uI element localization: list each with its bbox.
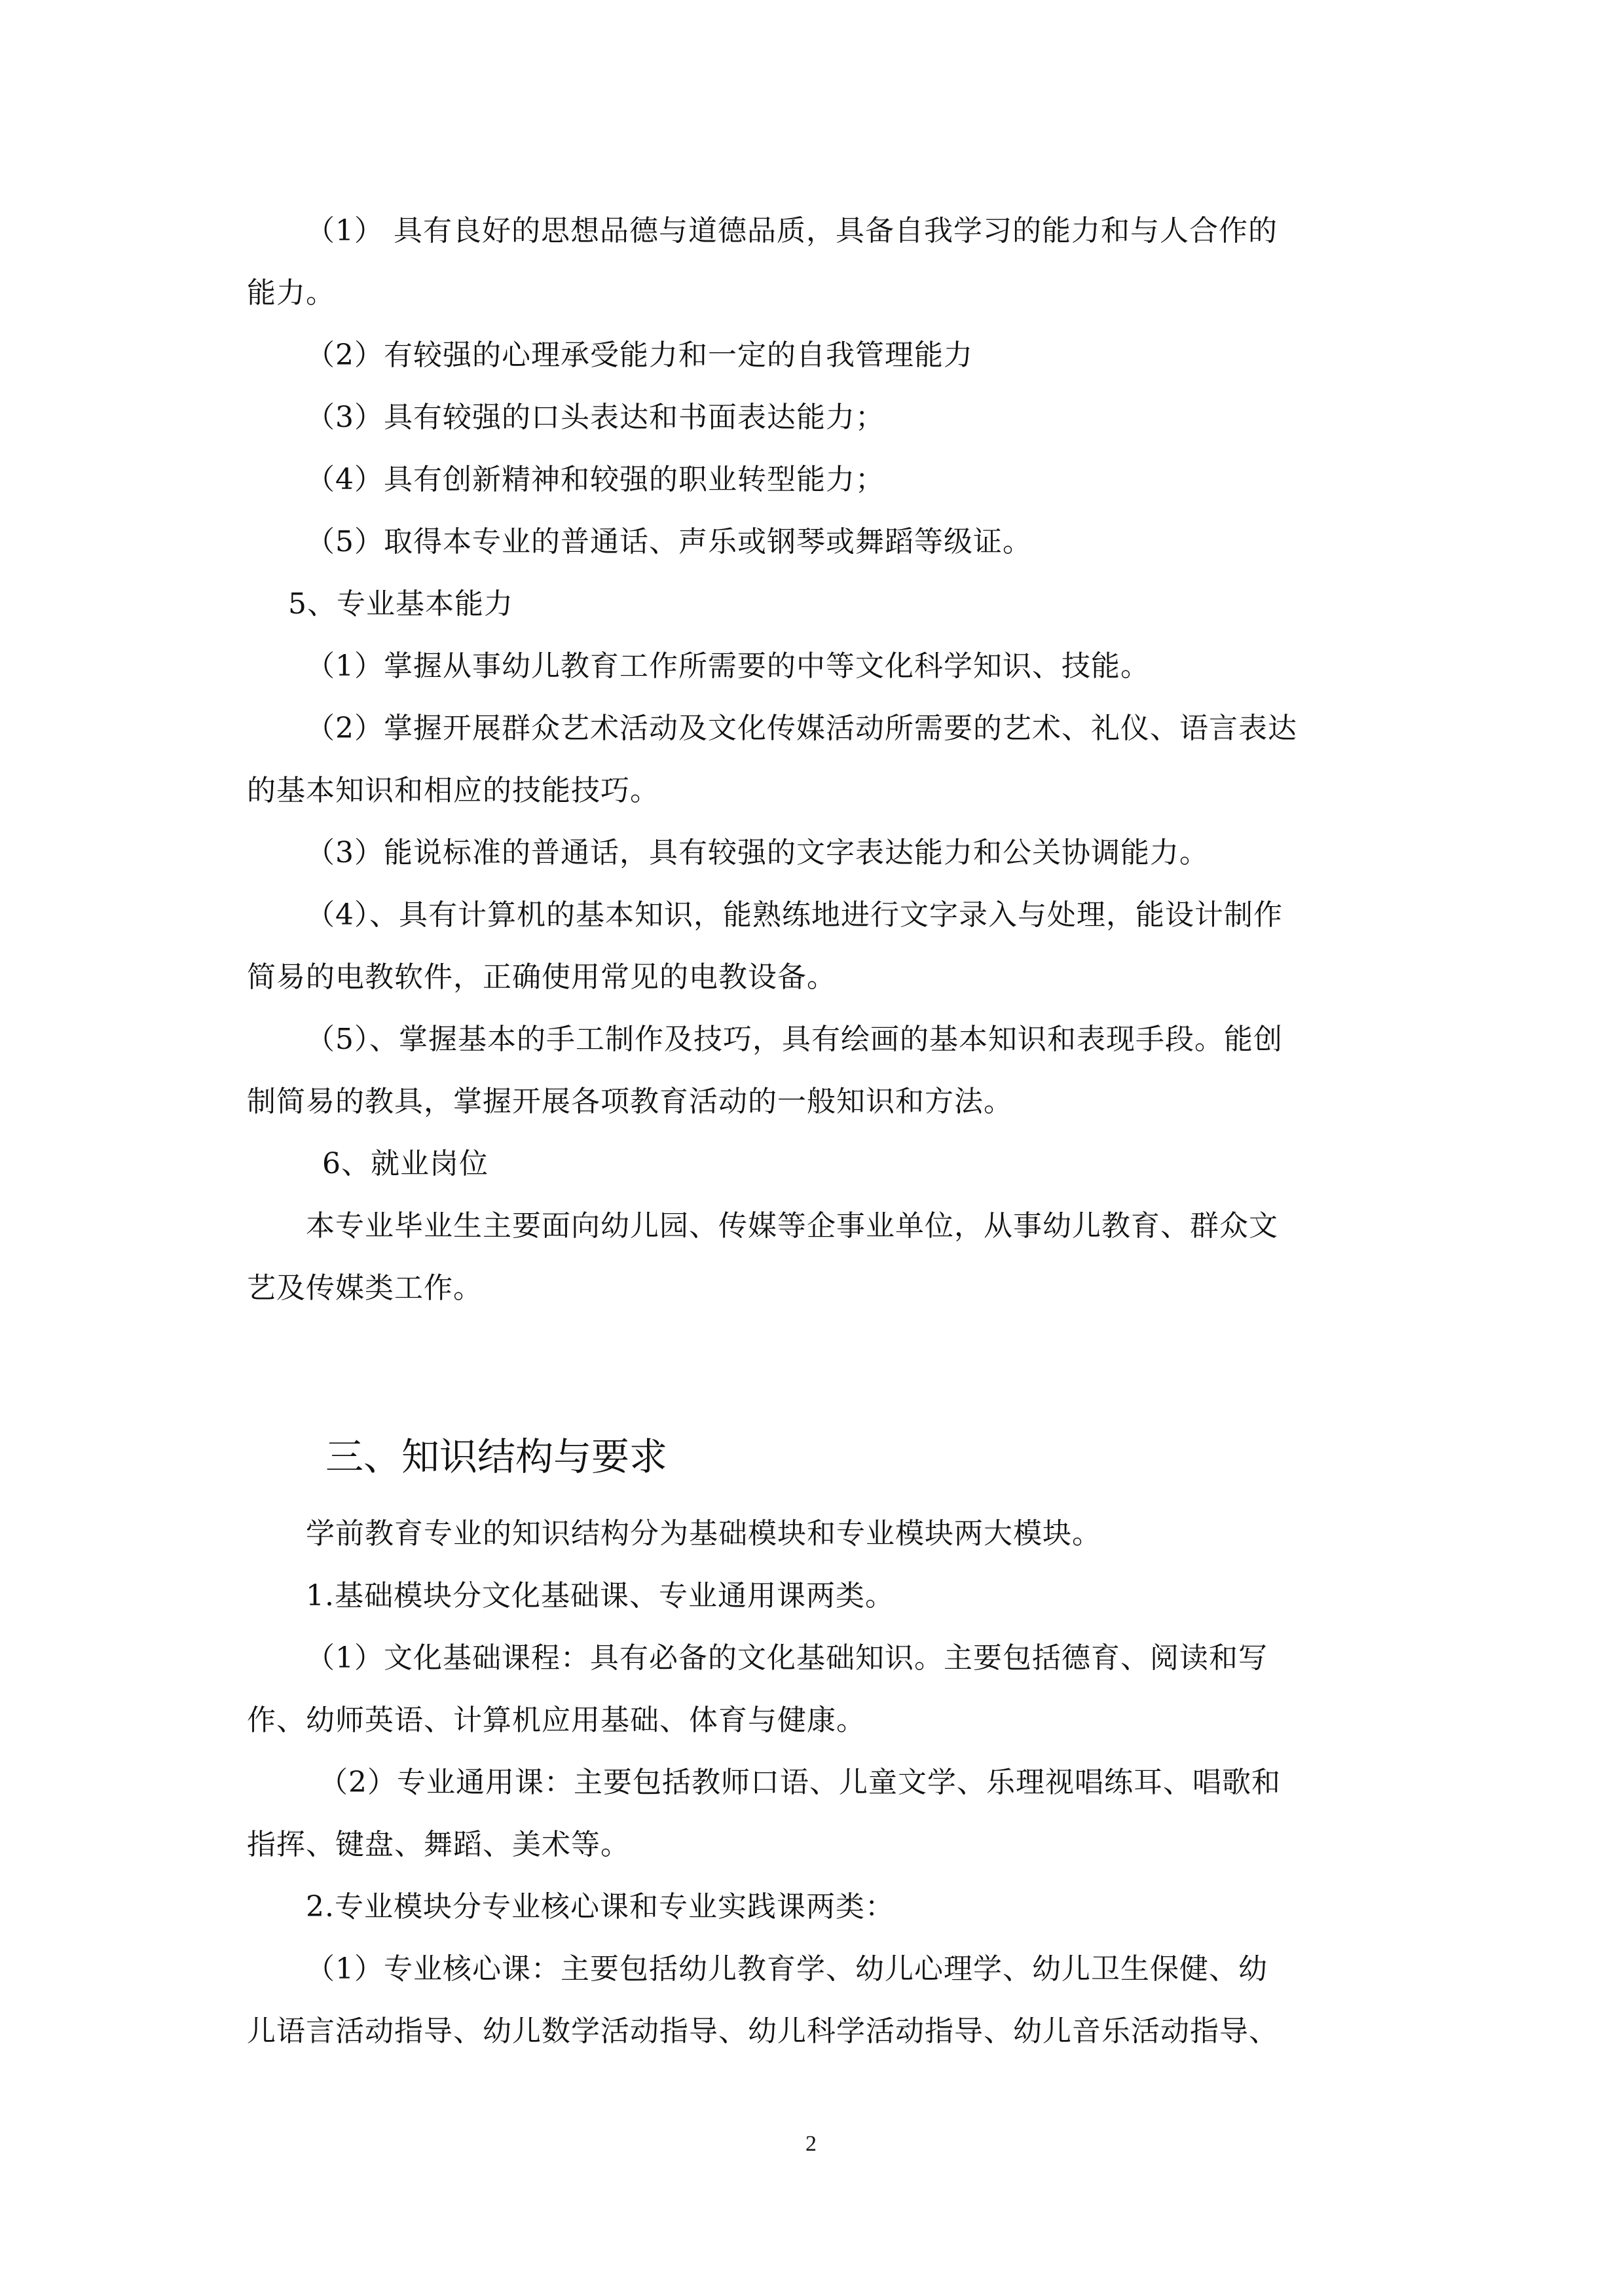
paragraph-line: （1）文化基础课程：具有必备的文化基础知识。主要包括德育、阅读和写 (306, 1641, 1268, 1675)
paragraph-line: （5）、掌握基本的手工制作及技巧，具有绘画的基本知识和表现手段。能创 (306, 1023, 1283, 1056)
paragraph-line: 1.基础模块分文化基础课、专业通用课两类。 (306, 1579, 895, 1613)
paragraph-line: 2.专业模块分专业核心课和专业实践课两类： (306, 1890, 895, 1923)
section-heading: 三、知识结构与要求 (325, 1434, 668, 1479)
subsection-title: 5、专业基本能力 (288, 587, 513, 621)
paragraph-line: （3）能说标准的普通话，具有较强的文字表达能力和公关协调能力。 (306, 836, 1209, 869)
page-number: 2 (805, 2132, 817, 2156)
paragraph-line: （5）取得本专业的普通话、声乐或钢琴或舞蹈等级证。 (306, 525, 1032, 558)
paragraph-line: （4）具有创新精神和较强的职业转型能力； (306, 463, 885, 496)
paragraph-line: 学前教育专业的知识结构分为基础模块和专业模块两大模块。 (306, 1517, 1101, 1550)
paragraph-line: 的基本知识和相应的技能技巧。 (247, 774, 659, 807)
paragraph-line: （2）有较强的心理承受能力和一定的自我管理能力 (306, 338, 973, 372)
paragraph-line: （1） 具有良好的思想品德与道德品质，具备自我学习的能力和与人合作的 (306, 214, 1278, 247)
paragraph-line: 儿语言活动指导、幼儿数学活动指导、幼儿科学活动指导、幼儿音乐活动指导、 (247, 2014, 1278, 2048)
paragraph-line: （1）专业核心课：主要包括幼儿教育学、幼儿心理学、幼儿卫生保健、幼 (306, 1952, 1268, 1986)
subsection-title: 6、就业岗位 (322, 1147, 489, 1180)
paragraph-line: 制简易的教具，掌握开展各项教育活动的一般知识和方法。 (247, 1085, 1013, 1118)
paragraph-line: （3）具有较强的口头表达和书面表达能力； (306, 401, 885, 434)
paragraph-line: 艺及传媒类工作。 (247, 1271, 483, 1305)
paragraph-line: （2）掌握开展群众艺术活动及文化传媒活动所需要的艺术、礼仪、语言表达 (306, 712, 1297, 745)
paragraph-line: （4）、具有计算机的基本知识，能熟练地进行文字录入与处理，能设计制作 (306, 898, 1283, 932)
paragraph-line: （1）掌握从事幼儿教育工作所需要的中等文化科学知识、技能。 (306, 649, 1150, 683)
paragraph-line: 能力。 (247, 276, 335, 310)
paragraph-line: 本专业毕业生主要面向幼儿园、传媒等企事业单位，从事幼儿教育、群众文 (306, 1209, 1278, 1243)
paragraph-line: 作、幼师英语、计算机应用基础、体育与健康。 (247, 1704, 866, 1737)
paragraph-line: （2）专业通用课：主要包括教师口语、儿童文学、乐理视唱练耳、唱歌和 (319, 1766, 1281, 1799)
paragraph-line: 指挥、键盘、舞蹈、美术等。 (247, 1828, 630, 1861)
paragraph-line: 简易的电教软件，正确使用常见的电教设备。 (247, 960, 836, 994)
